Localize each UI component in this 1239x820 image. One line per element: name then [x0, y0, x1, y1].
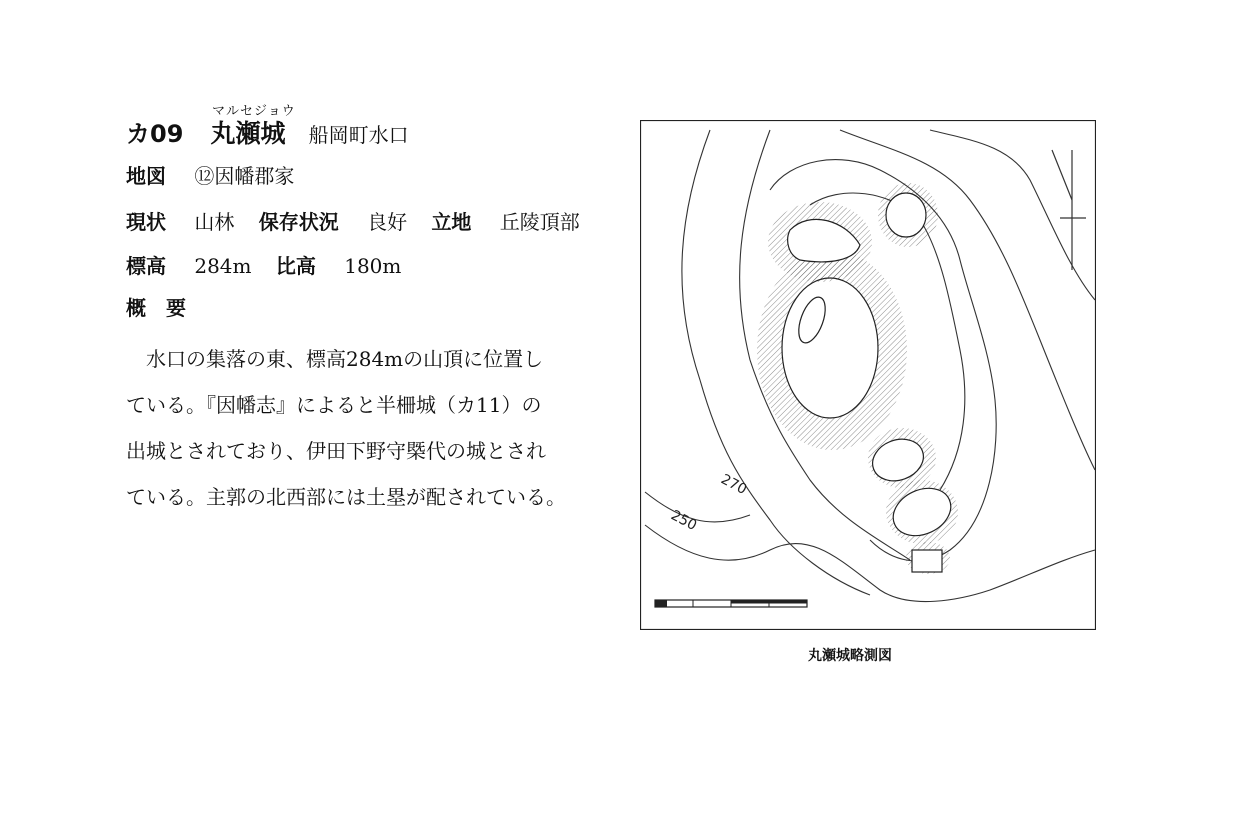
summary-line: 水口の集落の東、標高284mの山頂に位置し — [126, 347, 544, 371]
castle-name: 丸瀬城 — [210, 119, 286, 148]
map-row — [126, 160, 312, 189]
map-value: ⑫因幡郡家 — [194, 164, 295, 188]
scale-bar — [655, 600, 807, 607]
relative-height-label: 比高 — [275, 254, 316, 278]
survey-map — [640, 120, 1096, 630]
summary-paragraph — [126, 336, 618, 520]
elevation-label: 標高 — [126, 254, 166, 278]
north-arrow-icon — [1052, 150, 1086, 270]
summary-heading-row — [126, 292, 186, 321]
castle-earthworks — [757, 183, 958, 574]
summary-line: 出城とされており、伊田下野守槩代の城とされ — [126, 439, 546, 463]
castle-location: 船岡町水口 — [308, 123, 409, 147]
status-row — [126, 206, 598, 235]
entry-code: カ09 — [126, 120, 184, 148]
preservation-value: 良好 — [367, 210, 408, 234]
contour-label-250: 250 — [668, 507, 700, 535]
setting-value: 丘陵頂部 — [499, 210, 580, 234]
elevation-value: 284m — [194, 254, 252, 278]
summary-line: ている。『因幡志』によると半柵城（カ11）の — [126, 393, 542, 417]
status-label: 現状 — [126, 210, 166, 234]
status-value: 山林 — [194, 210, 235, 234]
name-ruby: マルセジョウ — [212, 104, 296, 119]
relative-height-value: 180m — [344, 254, 402, 278]
setting-label: 立地 — [431, 210, 472, 234]
map-label: 地図 — [126, 164, 166, 188]
summary-line: ている。主郭の北西部には土塁が配されている。 — [126, 485, 566, 509]
summary-label: 概 要 — [126, 296, 186, 320]
entry-title — [126, 114, 409, 150]
figure-caption: 丸瀬城略測図 — [808, 648, 892, 664]
contour-label-270: 270 — [718, 471, 750, 499]
elevation-row — [126, 250, 419, 279]
preservation-label: 保存状況 — [258, 210, 339, 234]
